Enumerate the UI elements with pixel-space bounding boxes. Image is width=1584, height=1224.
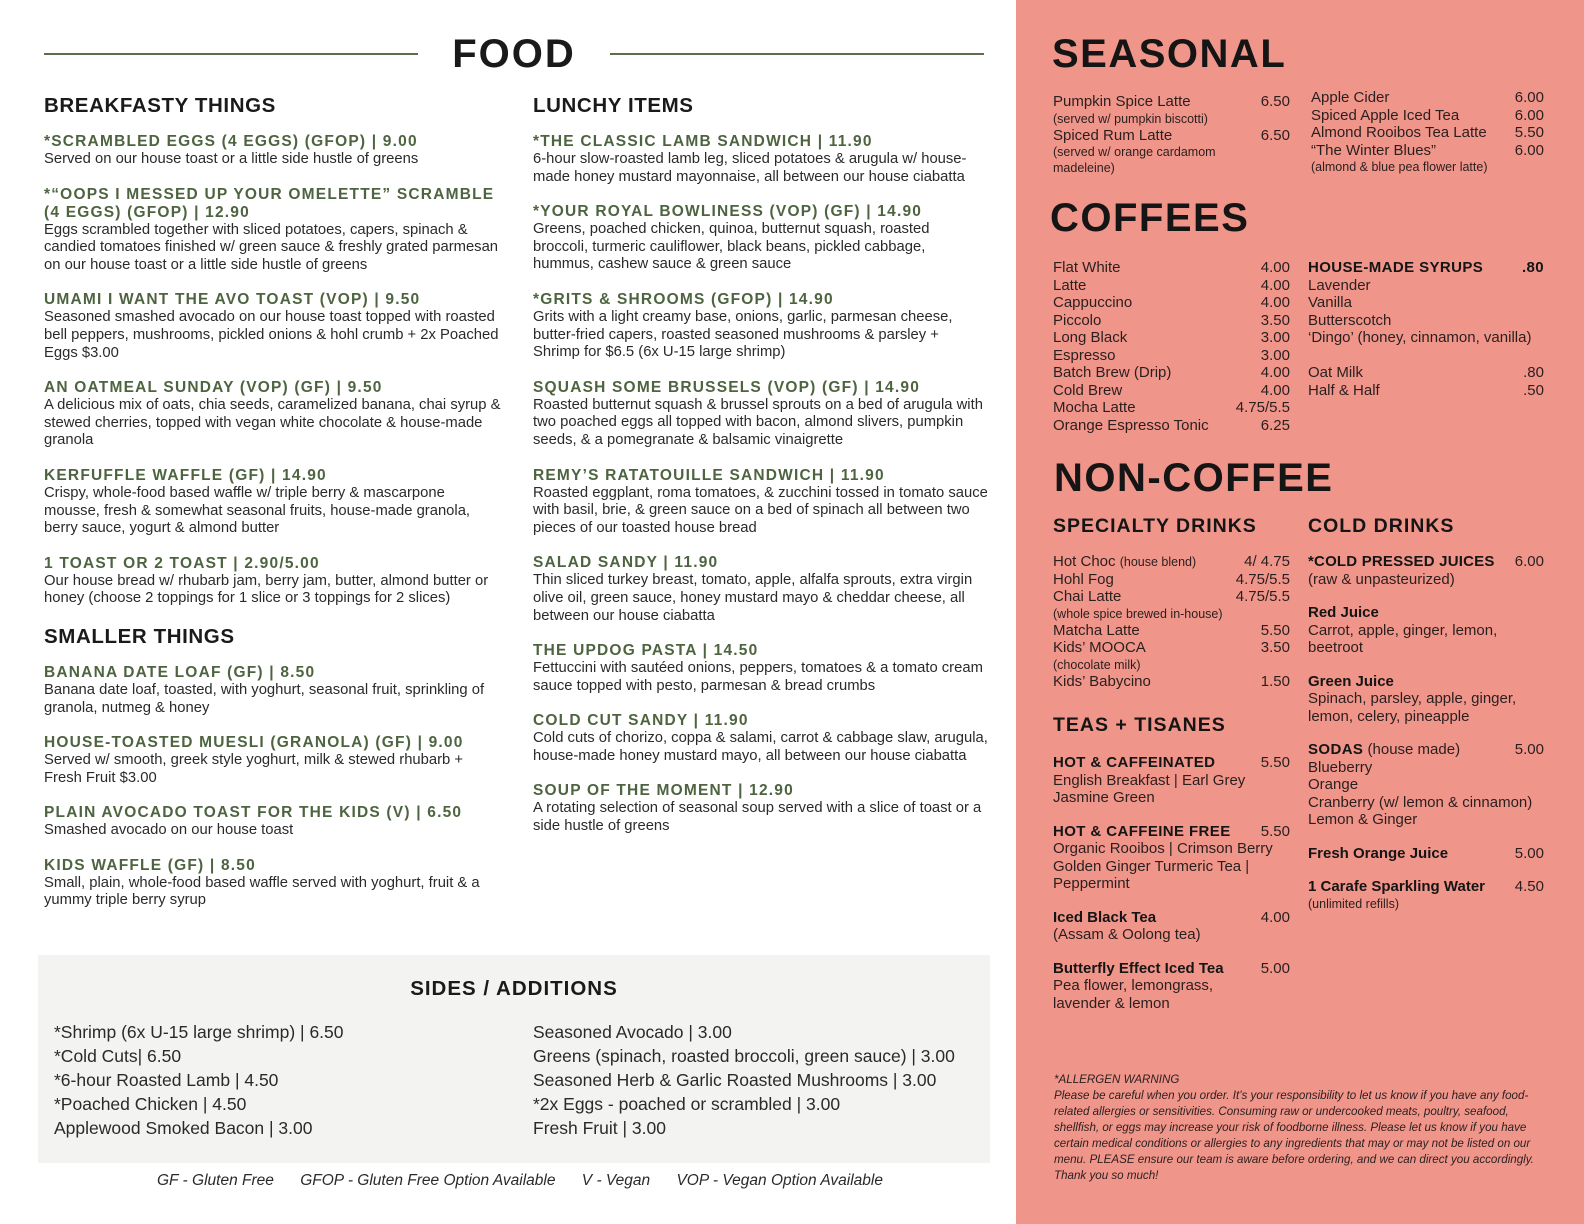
coffee-row (1053, 329, 1290, 347)
menu-item (533, 782, 988, 835)
menu-item (533, 467, 988, 538)
drink-price: 5.00 (1514, 741, 1544, 758)
drink-price: 6.00 (1514, 89, 1544, 106)
drink-price: 3.50 (1260, 311, 1290, 329)
soda-line: Cranberry (w/ lemon & cinnamon) (1308, 793, 1533, 811)
tea-group (1053, 823, 1290, 893)
coffee-row (1053, 382, 1290, 400)
menu-item-description: Greens, poached chicken, quinoa, butternut squash, roasted broccoli, turmeric cauliflower, black beans, pickled cabbage, hummus, cashew sauce & green sauce (533, 221, 930, 273)
drink-note: (house made) (1367, 741, 1461, 758)
side-item: Fresh Fruit | 3.00 (533, 1118, 666, 1138)
drink-row (1053, 909, 1290, 927)
seasonal-title: SEASONAL (1052, 32, 1287, 76)
drink-price: 4.00 (1260, 294, 1290, 311)
juice-line: beetroot (1308, 639, 1364, 656)
drink-price: 5.50 (1260, 754, 1290, 771)
coffee-row (1053, 277, 1290, 295)
side-item: *Cold Cuts| 6.50 (54, 1046, 182, 1066)
drink-name: Flat White (1053, 259, 1121, 276)
food-column-left (44, 94, 504, 927)
tea-group (1053, 754, 1290, 807)
juice-line: Spinach, parsley, apple, ginger, (1308, 690, 1517, 707)
smaller-list (44, 664, 504, 910)
side-item: *Poached Chicken | 4.50 (54, 1094, 247, 1114)
drink-note: (chocolate milk) (1053, 657, 1141, 672)
tea-line: lavender & lemon (1053, 994, 1170, 1012)
allergen-title: *ALLERGEN WARNING (1054, 1073, 1180, 1086)
drink-price: 4.75/5.5 (1235, 399, 1290, 416)
menu-item-title: 1 TOAST OR 2 TOAST | 2.90/5.00 (44, 554, 320, 572)
drink-price: 4.00 (1260, 908, 1290, 926)
coffee-row (1053, 347, 1290, 365)
drink-price: 4.00 (1260, 276, 1290, 294)
drink-name: Piccolo (1053, 311, 1102, 329)
menu-item (533, 642, 988, 695)
drink-row (1053, 960, 1290, 978)
juice-line: Carrot, apple, ginger, lemon, (1308, 621, 1498, 639)
specialty-list (1053, 553, 1290, 690)
menu-item-description: Our house bread w/ rhubarb jam, berry jam, butter, almond butter or honey (choose 2 toppings for 1 slice or 3 toppings for 2 slices) (44, 572, 489, 607)
menu-item-title: *YOUR ROYAL BOWLINESS (VOP) (GF) | 14.90 (533, 203, 923, 221)
drink-price: 3.50 (1260, 639, 1290, 656)
cold-drinks-list (1308, 553, 1544, 928)
side-item: *6-hour Roasted Lamb | 4.50 (54, 1070, 279, 1090)
syrups-price: .80 (1521, 259, 1544, 276)
tea-line: Golden Ginger Turmeric Tea | (1053, 857, 1250, 875)
coffee-row (1053, 312, 1290, 330)
drink-note: (raw & unpasteurized) (1308, 570, 1455, 588)
side-item: Seasoned Avocado | 3.00 (533, 1022, 732, 1042)
syrup-item: Butterscotch (1308, 311, 1392, 329)
drink-price: 4.75/5.5 (1235, 588, 1290, 605)
drink-name: “The Winter Blues” (1311, 141, 1437, 159)
drink-name: SODAS (1308, 741, 1364, 758)
food-title: FOOD (452, 32, 576, 76)
syrups-title: HOUSE-MADE SYRUPS (1308, 259, 1484, 276)
sides-title: SIDES / ADDITIONS (410, 977, 618, 1000)
drink-row (1053, 93, 1290, 111)
food-header (44, 32, 984, 76)
drink-name: Iced Black Tea (1053, 908, 1157, 926)
dietary-legend (0, 1172, 1040, 1190)
drink-name: Mocha Latte (1053, 399, 1136, 416)
drink-name: Pumpkin Spice Latte (1053, 93, 1191, 110)
drink-price: 5.00 (1260, 959, 1290, 977)
drink-price: 5.50 (1260, 822, 1290, 840)
drink-name: Butterfly Effect Iced Tea (1053, 959, 1224, 977)
lunch-list (533, 133, 988, 836)
menu-item (44, 664, 504, 717)
drink-note: (almond & blue pea flower latte) (1311, 160, 1488, 174)
menu-item (44, 467, 504, 538)
drink-row (1053, 639, 1290, 657)
menu-item (44, 555, 504, 608)
drink-price: 1.50 (1260, 672, 1290, 690)
drink-name: Almond Rooibos Tea Latte (1311, 124, 1487, 141)
cold-drinks-title: COLD DRINKS (1308, 515, 1455, 537)
coffee-row (1053, 259, 1290, 277)
drink-note: (served w/ orange cardamom madeleine) (1053, 145, 1216, 175)
menu-item-description: 6-hour slow-roasted lamb leg, sliced potatoes & arugula w/ house-made honey mustard mayonnaise, all between our house ciabatta (533, 151, 967, 185)
side-item: *Shrimp (6x U-15 large shrimp) | 6.50 (54, 1022, 344, 1042)
menu-item-description: Smashed avocado on our house toast (44, 822, 294, 839)
menu-item-description: Cold cuts of chorizo, coppa & salami, carrot & cabbage slaw, arugula, house-made honey mustard mayo, all between our house ciabatta (533, 730, 988, 764)
drink-row (1308, 741, 1544, 759)
menu-item (533, 712, 988, 765)
drink-name: Orange Espresso Tonic (1053, 416, 1209, 434)
drink-row (1053, 622, 1290, 640)
drink-name: Red Juice (1308, 604, 1379, 621)
drink-row (1053, 127, 1290, 145)
lunch-title: LUNCHY ITEMS (533, 94, 694, 117)
coffee-row (1053, 294, 1290, 312)
cold-group (1308, 604, 1544, 657)
drink-name: Spiced Rum Latte (1053, 126, 1173, 144)
menu-item-title: *GRITS & SHROOMS (GFOP) | 14.90 (533, 290, 834, 308)
drink-name: Apple Cider (1311, 89, 1390, 106)
menu-item-description: Grits with a light creamy base, onions, garlic, parmesan cheese, butter-fried capers, roasted seasoned mushrooms & parsley + Shrimp for $6.5 (6x U-15 large shrimp) (533, 308, 953, 361)
drink-row (1308, 553, 1544, 571)
menu-item-description: Seasoned smashed avocado on our house toast topped with roasted bell peppers, mushrooms, pickled onions & hohl crumb + 2x Poached Eggs $3.00 (44, 309, 499, 361)
menu-item-title: AN OATMEAL SUNDAY (VOP) (GF) | 9.50 (44, 379, 383, 397)
drink-row (1308, 878, 1544, 896)
drink-price: 5.50 (1514, 124, 1544, 141)
drink-note: (served w/ pumpkin biscotti) (1053, 111, 1208, 126)
drink-row (1053, 571, 1290, 589)
drink-name: 1 Carafe Sparkling Water (1308, 878, 1486, 895)
drink-name: Batch Brew (Drip) (1053, 364, 1172, 381)
drink-price: 6.00 (1514, 553, 1544, 570)
drink-row (1053, 673, 1290, 691)
menu-item (533, 379, 988, 450)
drink-name: Latte (1053, 276, 1087, 294)
side-item: Seasoned Herb & Garlic Roasted Mushrooms | 3.00 (533, 1070, 937, 1090)
drink-price: 6.00 (1514, 141, 1544, 159)
drink-price: 4/ 4.75 (1244, 553, 1290, 570)
food-column-right (533, 94, 988, 853)
tea-line: Peppermint (1053, 875, 1130, 892)
allergen-warning (1054, 1072, 1544, 1184)
legend-v: V - Vegan (581, 1172, 651, 1189)
drink-price: 5.50 (1260, 621, 1290, 639)
teas-title: TEAS + TISANES (1053, 714, 1226, 736)
legend-gf: GF - Gluten Free (157, 1172, 274, 1189)
side-item: *2x Eggs - poached or scrambled | 3.00 (533, 1094, 841, 1114)
drink-name: HOT & CAFFEINE FREE (1053, 822, 1231, 840)
menu-item-description: Eggs scrambled together with sliced potatoes, capers, spinach & candied tomatoes finished w/ green sauce & freshly grated parmesan on our house toast or a little side hustle of greens (44, 221, 499, 273)
syrups-list (1308, 259, 1544, 399)
menu-item-title: *“OOPS I MESSED UP YOUR OMELETTE” SCRAMBLE (4 EGGS) (GFOP) | 12.90 (44, 185, 495, 221)
menu-item (44, 291, 504, 362)
soda-line: Blueberry (1308, 758, 1373, 776)
drink-name: Hot Choc (1053, 553, 1116, 570)
drink-note: (house blend) (1119, 555, 1197, 569)
tea-line: Organic Rooibos | Crimson Berry (1053, 840, 1273, 857)
drink-name: Hohl Fog (1053, 570, 1114, 588)
drink-name: Oat Milk (1308, 364, 1364, 381)
drink-price: 5.00 (1514, 844, 1544, 862)
tea-line: English Breakfast | Earl Grey (1053, 771, 1246, 789)
drink-price: 6.00 (1514, 106, 1544, 124)
legend-gfop: GFOP - Gluten Free Option Available (300, 1172, 556, 1189)
sides-list-right (533, 1020, 955, 1140)
drink-name: Espresso (1053, 346, 1116, 364)
drink-row (1311, 107, 1544, 125)
menu-item-title: BANANA DATE LOAF (GF) | 8.50 (44, 663, 316, 681)
drink-name: Cold Brew (1053, 381, 1123, 399)
drink-row (1311, 124, 1544, 142)
menu-item-title: PLAIN AVOCADO TOAST FOR THE KIDS (V) | 6.50 (44, 804, 463, 822)
menu-item-description: A delicious mix of oats, chia seeds, caramelized banana, chai syrup & stewed cherries, topped with vegan white chocolate & house-made granola (44, 397, 501, 449)
side-item: Greens (spinach, roasted broccoli, green sauce) | 3.00 (533, 1046, 955, 1066)
syrup-item: ‘Dingo’ (honey, cinnamon, vanilla) (1308, 329, 1532, 346)
drink-row (1053, 754, 1290, 772)
drink-name: Kids’ Babycino (1053, 672, 1151, 690)
drink-price: 4.75/5.5 (1235, 570, 1290, 588)
menu-item (533, 133, 988, 186)
syrup-item: Vanilla (1308, 294, 1352, 311)
menu-item-title: HOUSE-TOASTED MUESLI (GRANOLA) (GF) | 9.00 (44, 734, 464, 752)
menu-item (533, 291, 988, 362)
menu-item-description: Thin sliced turkey breast, tomato, apple, alfalfa sprouts, extra virgin olive oil, green sauce, honey mustard mayo & cheddar cheese, all between our house ciabatta (533, 572, 973, 624)
coffee-row (1053, 399, 1290, 417)
menu-item (44, 379, 504, 450)
menu-item (44, 133, 504, 169)
drink-name: Fresh Orange Juice (1308, 844, 1449, 862)
drink-row (1308, 364, 1544, 382)
cold-group (1308, 553, 1544, 588)
drink-name: Long Black (1053, 329, 1128, 346)
drink-name: Green Juice (1308, 672, 1394, 690)
menu-item-description: Banana date loaf, toasted, with yoghurt, seasonal fruit, sprinkling of granola, nutmeg & honey (44, 681, 485, 716)
smaller-title: SMALLER THINGS (44, 624, 235, 648)
teas-list (1053, 754, 1290, 1028)
drink-name: Kids’ MOOCA (1053, 639, 1146, 656)
cold-group (1308, 878, 1544, 912)
tea-group (1053, 909, 1290, 944)
menu-item-description: A rotating selection of seasonal soup served with a slice of toast or a side hustle of greens (533, 800, 982, 835)
menu-item (533, 554, 988, 625)
drink-row (1053, 823, 1290, 841)
drink-row (1311, 89, 1544, 107)
soda-line: Lemon & Ginger (1308, 811, 1418, 828)
tea-line: (Assam & Oolong tea) (1053, 926, 1201, 943)
drink-row (1308, 845, 1544, 863)
drink-price: 3.00 (1260, 346, 1290, 364)
drink-note: (whole spice brewed in-house) (1053, 606, 1223, 621)
menu-item-description: Crispy, whole-food based waffle w/ triple berry & mascarpone mousse, fresh & somewhat seasonal fruits, house-made granola, berry sauce, yogurt & almond butter (44, 484, 471, 537)
drink-row (1053, 553, 1290, 571)
drink-name: Matcha Latte (1053, 621, 1140, 639)
drink-price: 4.00 (1260, 381, 1290, 399)
drink-name: *COLD PRESSED JUICES (1308, 553, 1495, 570)
drink-name: Half & Half (1308, 381, 1380, 399)
tea-line: Pea flower, lemongrass, (1053, 977, 1214, 994)
drink-price: 6.25 (1260, 416, 1290, 434)
breakfast-list (44, 133, 504, 608)
menu-item-description: Roasted eggplant, roma tomatoes, & zucchini tossed in tomato sauce with basil, brie, & green sauce on a bed of spinach all between two pieces of our toasted house bread (533, 484, 988, 536)
menu-item-title: KIDS WAFFLE (GF) | 8.50 (44, 856, 256, 874)
drink-name: Spiced Apple Iced Tea (1311, 106, 1460, 124)
header-rule-right (610, 53, 984, 55)
tea-line: Jasmine Green (1053, 789, 1155, 806)
syrup-item: Lavender (1308, 276, 1371, 294)
coffee-row (1053, 364, 1290, 382)
coffee-list (1053, 259, 1290, 434)
drink-row (1053, 588, 1290, 606)
drink-price: .50 (1523, 381, 1544, 399)
syrups-header (1308, 259, 1544, 277)
seasonal-list-right (1311, 89, 1544, 175)
allergen-text: Please be careful when you order. It’s your responsibility to let us know if you have any food-related allergies or sensitivities. Consuming raw or undercooked meats, poultry, seafood, shellfish, or eggs may increase your risk of foodborne illness. Please let us know if you have certain medical conditions or allergies to any ingredients that may or may not be listed on our menu. PLEASE ensure our team is aware before ordering, and we can direct you accordingly. Thank you so much! (1054, 1089, 1534, 1182)
menu-item-title: KERFUFFLE WAFFLE (GF) | 14.90 (44, 466, 327, 484)
coffees-title: COFFEES (1050, 196, 1250, 240)
menu-item-title: SQUASH SOME BRUSSELS (VOP) (GF) | 14.90 (533, 378, 921, 396)
menu-item-title: COLD CUT SANDY | 11.90 (533, 712, 749, 730)
drink-price: 3.00 (1260, 329, 1290, 346)
menu-item-description: Small, plain, whole-food based waffle served with yoghurt, fruit & a yummy triple berry syrup (44, 874, 480, 909)
menu-item (533, 203, 988, 274)
menu-item-title: UMAMI I WANT THE AVO TOAST (VOP) | 9.50 (44, 291, 421, 309)
drink-name: Cappuccino (1053, 294, 1133, 311)
legend-vop: VOP - Vegan Option Available (676, 1172, 883, 1189)
menu-item-title: *THE CLASSIC LAMB SANDWICH | 11.90 (533, 133, 873, 150)
drink-price: 6.50 (1260, 126, 1290, 144)
menu-item-title: *SCRAMBLED EGGS (4 EGGS) (GFOP) | 9.00 (44, 133, 418, 150)
seasonal-list-left (1053, 93, 1290, 176)
menu-item-description: Fettuccini with sautéed onions, peppers, tomatoes & a tomato cream sauce topped with pesto, parmesan & bread crumbs (533, 660, 983, 694)
menu-item-title: REMY’S RATATOUILLE SANDWICH | 11.90 (533, 466, 885, 484)
menu-item-description: Roasted butternut squash & brussel sprouts on a bed of arugula with two poached eggs all topped with bacon, almond slivers, pumpkin seeds, & a pomegranate & balsamic vinaigrette (533, 396, 983, 448)
drink-name: HOT & CAFFEINATED (1053, 754, 1216, 771)
menu-item (44, 804, 504, 840)
drink-price: 4.50 (1514, 878, 1544, 895)
cold-group (1308, 845, 1544, 863)
sides-box (38, 955, 990, 1163)
tea-group (1053, 960, 1290, 1013)
menu-item-title: SOUP OF THE MOMENT | 12.90 (533, 782, 794, 800)
drink-note: (unlimited refills) (1308, 896, 1399, 911)
menu-item (44, 857, 504, 910)
menu-item-title: THE UPDOG PASTA | 14.50 (533, 642, 759, 660)
cold-group (1308, 741, 1544, 829)
menu-item (44, 734, 504, 787)
menu-item-title: SALAD SANDY | 11.90 (533, 554, 719, 572)
drink-price: .80 (1523, 364, 1544, 381)
header-rule-left (44, 53, 418, 55)
coffee-row (1053, 417, 1290, 435)
breakfast-title: BREAKFASTY THINGS (44, 94, 276, 117)
cold-group (1308, 673, 1544, 726)
menu-item-description: Served on our house toast or a little side hustle of greens (44, 151, 419, 167)
drink-name: Chai Latte (1053, 588, 1122, 605)
drink-price: 6.50 (1260, 93, 1290, 110)
drink-price: 4.00 (1260, 364, 1290, 381)
soda-line: Orange (1308, 776, 1359, 793)
menu-item-description: Served w/ smooth, greek style yoghurt, milk & stewed rhubarb + Fresh Fruit $3.00 (44, 752, 464, 786)
menu-item (44, 186, 504, 275)
drink-row (1308, 382, 1544, 400)
side-item: Applewood Smoked Bacon | 3.00 (54, 1118, 313, 1138)
sides-list-left (54, 1020, 344, 1140)
drink-price: 4.00 (1260, 259, 1290, 276)
juice-line: lemon, celery, pineapple (1308, 707, 1470, 725)
specialty-title: SPECIALTY DRINKS (1053, 515, 1257, 537)
drink-row (1311, 142, 1544, 160)
noncoffee-title: NON-COFFEE (1054, 456, 1334, 500)
